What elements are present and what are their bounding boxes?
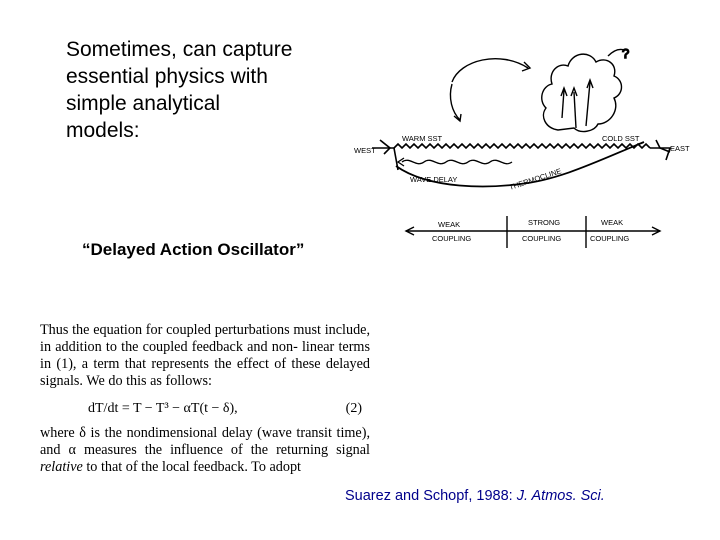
convection-cloud-icon	[542, 54, 622, 131]
excerpt-line: time), and α measures the influence of the returning	[40, 425, 370, 458]
west-label: WEST	[354, 146, 376, 155]
warm-sst-label: WARM SST	[402, 134, 443, 143]
excerpt-line: include, in addition to the coupled feedback and non-	[40, 322, 371, 355]
circulation-arrows	[450, 46, 629, 121]
citation-journal: J. Atmos. Sci.	[516, 488, 605, 504]
svg-text:?: ?	[622, 46, 630, 61]
heading-line: models:	[66, 119, 140, 142]
citation	[345, 488, 605, 504]
coupling-strength-west: WEAK	[438, 220, 461, 229]
slide-heading	[66, 36, 356, 144]
paper-excerpt	[40, 322, 370, 476]
east-label: EAST	[670, 144, 690, 153]
citation-authors: Suarez and Schopf, 1988:	[345, 488, 517, 504]
coupling-strength-center: STRONG	[528, 218, 561, 227]
excerpt-line: signal	[336, 442, 370, 458]
heading-line: Sometimes, can capture	[66, 38, 293, 61]
thermocline-label: THERMOCLINE	[507, 166, 563, 192]
equation-text: dT/dt = T − T³ − αT(t − δ),	[88, 401, 238, 416]
excerpt-paragraph-1	[40, 322, 370, 390]
excerpt-paragraph-2	[40, 425, 370, 476]
oscillator-title: “Delayed Action Oscillator”	[82, 240, 305, 259]
excerpt-line: where δ is the nondimensional delay (wave transit	[40, 425, 332, 441]
wave-delay-label: WAVE DELAY	[410, 175, 458, 184]
excerpt-line: to that of the local feedback. To adopt	[82, 459, 301, 475]
excerpt-line: Thus the equation for coupled perturbations must	[40, 322, 321, 338]
cold-sst-label: COLD SST	[602, 134, 640, 143]
ocean-coupling-diagram	[340, 20, 700, 260]
excerpt-line: linear terms in (1), a term that represents the effect of	[40, 339, 370, 372]
relative-word: relative	[40, 459, 83, 475]
heading-line: simple analytical	[66, 92, 221, 115]
coupling-strength-east: WEAK	[601, 218, 624, 227]
wave-delay-arrow	[398, 158, 512, 166]
excerpt-line: these delayed signals. We do this as follows:	[40, 356, 371, 389]
heading-line: essential physics with	[66, 65, 268, 88]
coupling-label-center: COUPLING	[522, 234, 562, 243]
delay-equation	[88, 400, 370, 417]
coupling-label-west: COUPLING	[432, 234, 472, 243]
equation-number: (2)	[345, 401, 362, 416]
coupling-label-east: COUPLING	[590, 234, 630, 243]
